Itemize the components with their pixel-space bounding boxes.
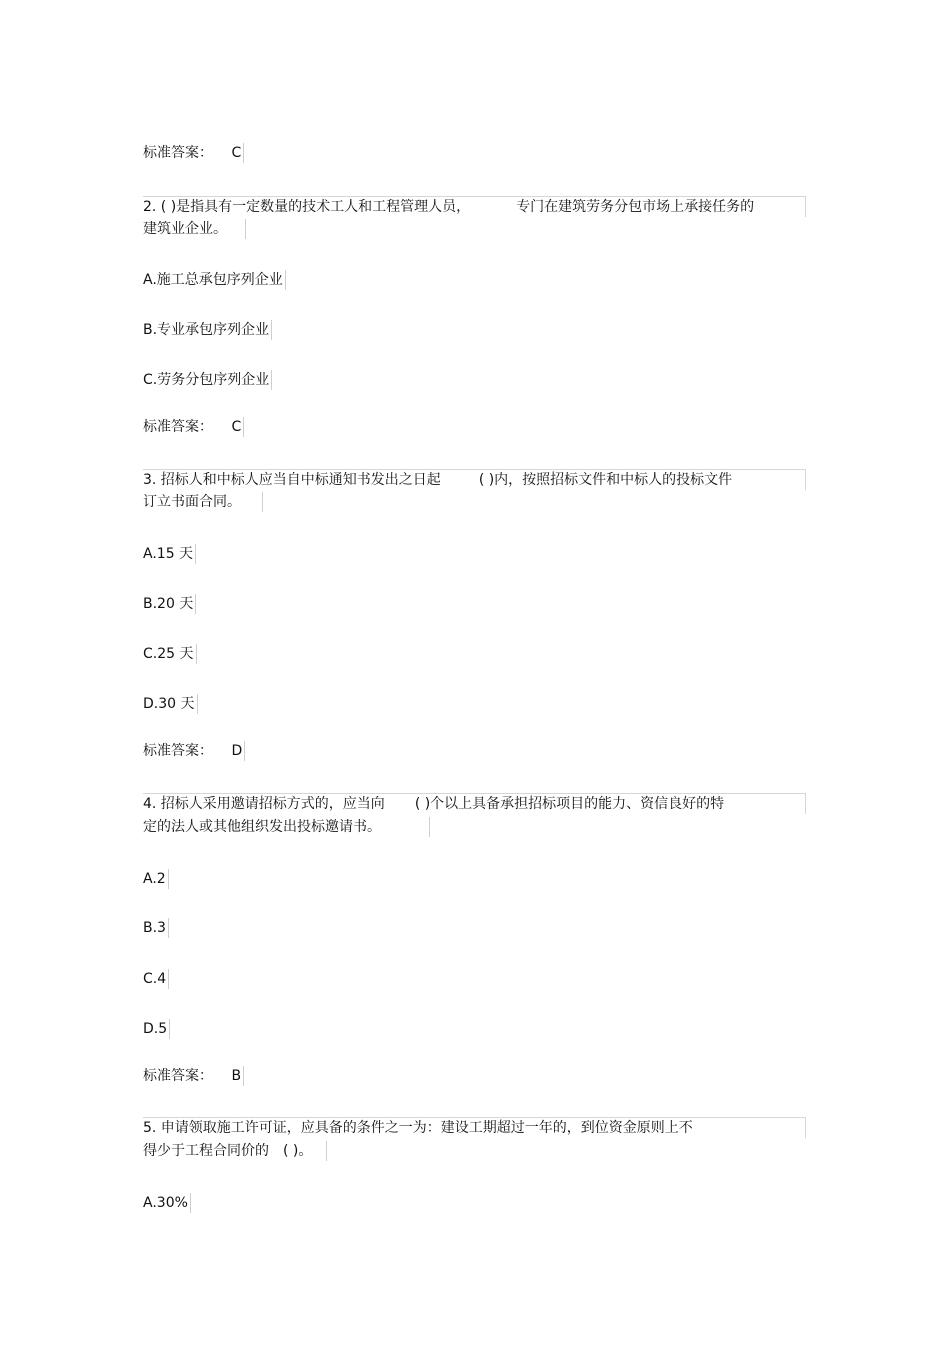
answer-line [143,143,244,163]
option-d: D.30 天 [143,694,198,714]
question-text: ( )内，按照招标文件和中标人的投标文件 [478,472,733,488]
question-text: ( )个以上具备承担招标项目的能力、资信良好的特 [414,796,725,812]
answer-label: 标准答案： [143,145,213,161]
option-c: C.4 [143,969,169,989]
answer-line [143,1066,244,1086]
option-d: D.5 [143,1019,170,1039]
question-4-line-1 [143,793,806,814]
answer-label: 标准答案： [143,743,213,759]
answer-value: C [231,419,242,435]
answer-label: 标准答案： [143,419,213,435]
answer-value: B [231,1068,242,1084]
question-5-line-1: 5. 申请领取施工许可证，应具备的条件之一为：建设工期超过一年的，到位资金原则上不 [143,1117,806,1138]
question-text: 2. ( )是指具有一定数量的技术工人和工程管理人员， [143,199,471,215]
option-a: A.2 [143,869,169,889]
question-text: ( )。 [283,1143,313,1159]
question-3-line-1 [143,469,806,490]
option-a: A.30% [143,1193,191,1213]
question-text: 4. 招标人采用邀请招标方式的，应当向 [143,796,385,812]
option-b: B.专业承包序列企业 [143,320,272,340]
answer-line [143,417,244,437]
question-text: 专门在建筑劳务分包市场上承接任务的 [516,199,755,215]
option-c: C.25 天 [143,644,197,664]
question-4-line-2: 定的法人或其他组织发出投标邀请书。 [143,817,430,837]
answer-value: C [231,145,242,161]
option-a: A.施工总承包序列企业 [143,270,286,290]
question-2-line-2: 建筑业企业。 [143,219,246,239]
question-2-line-1 [143,196,806,217]
option-c: C.劳务分包序列企业 [143,370,272,390]
answer-label: 标准答案： [143,1068,213,1084]
question-5-line-2 [143,1141,327,1161]
question-text: 3. 招标人和中标人应当自中标通知书发出之日起 [143,472,441,488]
option-b: B.3 [143,918,169,938]
option-b: B.20 天 [143,594,196,614]
answer-value: D [231,743,243,759]
question-text: 得少于工程合同价的 [143,1143,269,1159]
answer-line [143,741,245,761]
option-a: A.15 天 [143,544,196,564]
question-3-line-2: 订立书面合同。 [143,492,263,512]
